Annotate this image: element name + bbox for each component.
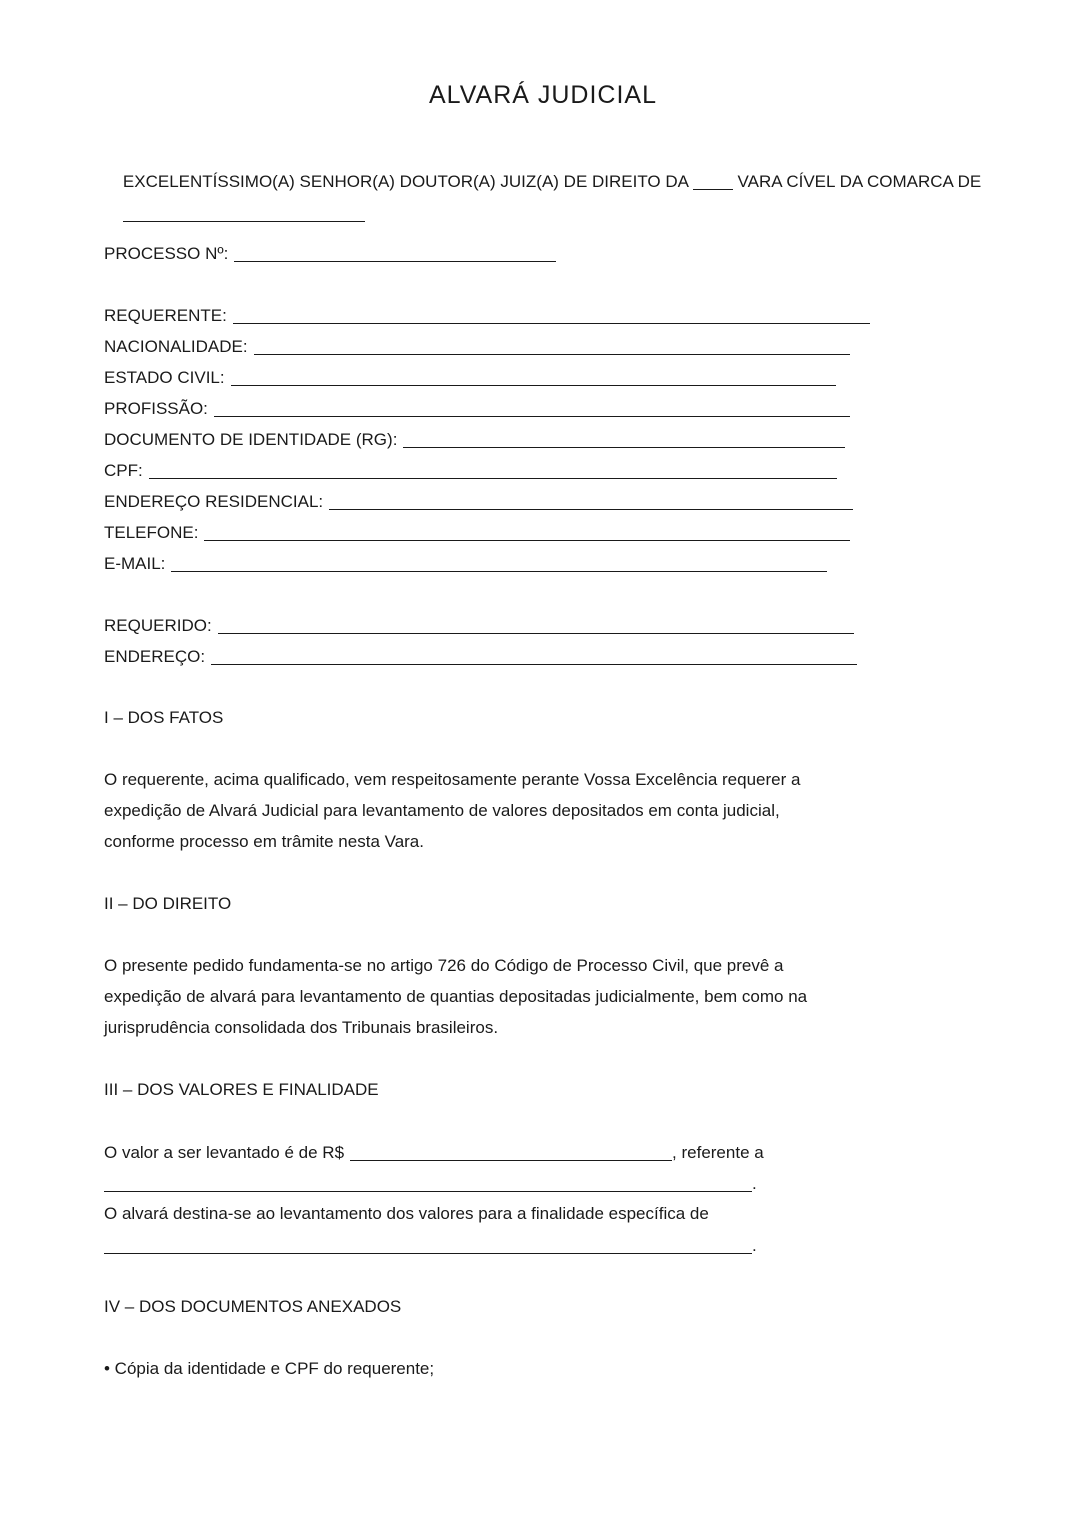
paragraph-line: O presente pedido fundamenta-se no artigo 726 do Código de Processo Civil, que prevê a bbox=[104, 956, 784, 975]
addressee-part1: EXCELENTÍSSIMO(A) SENHOR(A) DOUTOR(A) JUIZ(A) DE DIREITO DA bbox=[122, 172, 689, 191]
respondent-field bbox=[104, 614, 854, 637]
field-label: NACIONALIDADE: bbox=[104, 337, 248, 356]
applicant-field bbox=[104, 304, 870, 327]
field-label: REQUERENTE: bbox=[104, 306, 227, 325]
field-label: TELEFONE: bbox=[104, 523, 199, 542]
field-blank[interactable] bbox=[403, 431, 845, 448]
field-blank[interactable] bbox=[231, 369, 836, 386]
purpose-blank[interactable] bbox=[104, 1237, 752, 1254]
amount-label: O valor a ser levantado é de R$ bbox=[104, 1143, 345, 1162]
reference-blank[interactable] bbox=[104, 1175, 752, 1192]
amount-blank[interactable] bbox=[350, 1144, 672, 1161]
field-label: E-MAIL: bbox=[104, 554, 166, 573]
county-blank-line bbox=[104, 180, 365, 247]
county-blank[interactable] bbox=[123, 205, 365, 222]
field-label: CPF: bbox=[104, 461, 143, 480]
nationality-field bbox=[104, 335, 850, 358]
document-title: ALVARÁ JUDICIAL bbox=[428, 81, 658, 109]
field-blank[interactable] bbox=[149, 462, 837, 479]
paragraph-line: O requerente, acima qualificado, vem respeitosamente perante Vossa Excelência requerer a bbox=[104, 770, 801, 789]
period: . bbox=[752, 1236, 757, 1255]
section-heading: I – DOS FATOS bbox=[104, 708, 224, 727]
amount-suffix: , referente a bbox=[672, 1143, 764, 1162]
amount-line bbox=[104, 1141, 764, 1164]
paragraph-line: expedição de alvará para levantamento de quantias depositadas judicialmente, bem como na bbox=[104, 987, 808, 1006]
court-number-blank[interactable] bbox=[693, 173, 733, 190]
email-field bbox=[104, 552, 827, 575]
paragraph-line: conforme processo em trâmite nesta Vara. bbox=[104, 832, 424, 851]
period: . bbox=[752, 1174, 757, 1193]
rg-field bbox=[104, 428, 845, 451]
marital-status-field bbox=[104, 366, 836, 389]
paragraph-line: jurisprudência consolidada dos Tribunais brasileiros. bbox=[104, 1018, 499, 1037]
profession-field bbox=[104, 397, 850, 420]
field-blank[interactable] bbox=[254, 338, 850, 355]
field-blank[interactable] bbox=[329, 493, 853, 510]
cpf-field bbox=[104, 459, 837, 482]
field-blank[interactable] bbox=[214, 400, 850, 417]
field-label: ENDEREÇO RESIDENCIAL: bbox=[104, 492, 324, 511]
field-label: ENDEREÇO: bbox=[104, 647, 206, 666]
field-label: ESTADO CIVIL: bbox=[104, 368, 225, 387]
process-field bbox=[104, 242, 556, 265]
field-blank[interactable] bbox=[211, 648, 857, 665]
respondent-address-field bbox=[104, 645, 857, 668]
home-address-field bbox=[104, 490, 853, 513]
field-blank[interactable] bbox=[233, 307, 870, 324]
field-label: REQUERIDO: bbox=[104, 616, 212, 635]
field-blank[interactable] bbox=[171, 555, 827, 572]
paragraph-line: expedição de Alvará Judicial para levantamento de valores depositados em conta judicial, bbox=[104, 801, 780, 820]
field-label: DOCUMENTO DE IDENTIDADE (RG): bbox=[104, 430, 398, 449]
phone-field bbox=[104, 521, 850, 544]
field-label: PROFISSÃO: bbox=[104, 399, 208, 418]
field-blank[interactable] bbox=[218, 617, 854, 634]
purpose-blank-line bbox=[104, 1234, 757, 1257]
process-label: PROCESSO Nº: bbox=[104, 244, 229, 263]
field-blank[interactable] bbox=[204, 524, 850, 541]
list-item: • Cópia da identidade e CPF do requerente; bbox=[104, 1359, 435, 1378]
section-heading: III – DOS VALORES E FINALIDADE bbox=[104, 1080, 379, 1099]
process-blank[interactable] bbox=[234, 245, 556, 262]
section-heading: IV – DOS DOCUMENTOS ANEXADOS bbox=[104, 1297, 402, 1316]
section-heading: II – DO DIREITO bbox=[104, 894, 232, 913]
reference-blank-line bbox=[104, 1172, 757, 1195]
paragraph-line: O alvará destina-se ao levantamento dos valores para a finalidade específica de bbox=[104, 1204, 709, 1223]
addressee-part2: VARA CÍVEL DA COMARCA DE bbox=[737, 172, 982, 191]
